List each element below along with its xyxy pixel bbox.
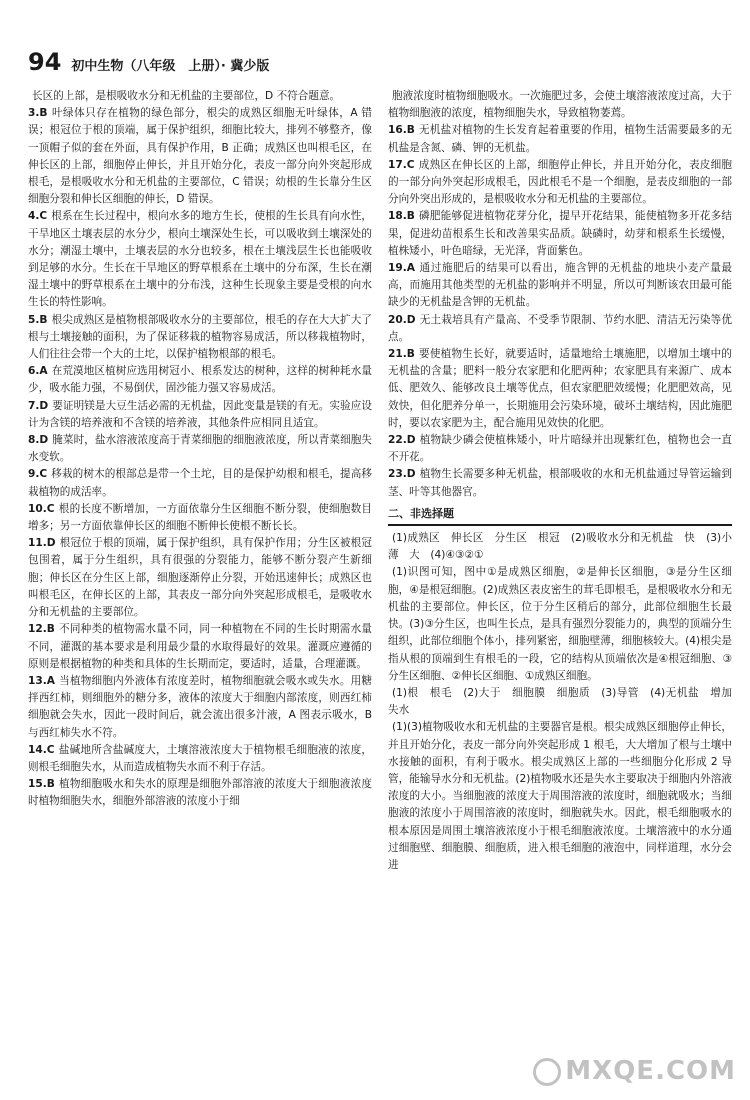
answer-item [28, 105, 372, 208]
book-title: 初中生物（八年级 上册）· 冀少版 [71, 59, 270, 74]
item-text: 叶绿体只存在植物的绿色部分，根尖的成熟区细胞无叶绿体，A 错误；根冠位于根的顶端，属于保护组织，细胞比较大，排列不够整齐，像一顶帽子似的套在外面，具有保护作用，B 正确；成熟区也叫根毛区，在伸长区的上部，细胞停止伸长，并且开始分化，表皮一部分向外突起形成根毛，是根吸收水分和无机盐的主要部位，C 错误；幼根的生长靠分生区细胞分裂和伸长区细胞的伸长，D 错误。 [28, 107, 372, 206]
item-label: 10.C [28, 502, 55, 515]
item-text: 当植物细胞内外液体有浓度差时，植物细胞就会吸水或失水。用糖拌西红柿，则细胞外的糖分多，液体的浓度大于细胞内部浓度，则西红柿细胞就会失水，因此一段时间后，就会流出很多汁液，A 图表示吸水，B 与西红柿失水不符。 [28, 674, 372, 739]
section-title: 二、非选择题 [388, 505, 732, 526]
item-text: 腌菜时，盐水溶液浓度高于青菜细胞的细胞液浓度，所以青菜细胞失水变软。 [28, 434, 372, 464]
item-label: 23.D [388, 468, 416, 481]
item-text: 植物细胞吸水和失水的原理是细胞外部溶液的浓度大于细胞液浓度时植物细胞失水，细胞外部溶液的浓度小于细 [28, 778, 372, 808]
item-text: 要使植物生长好，就要适时，适量地给土壤施肥，以增加土壤中的无机盐的含量；肥料一般分农家肥和化肥两种；农家肥具有来源广、成本低、肥效久、能够改良土壤等优点，但农家肥肥效缓慢；化肥肥效高，见效快，但化肥养分单一，长期施用会污染环境，破坏土壤结构，因此施肥时，要以农家肥为主，配合施用见效快的化肥。 [388, 348, 732, 429]
right-column [388, 88, 743, 1088]
answer-item [28, 535, 372, 621]
item-label: 9.C [28, 468, 48, 481]
item-text: 要证明镁是大豆生活必需的无机盐，因此变量是镁的有无。实验应设计为含镁的培养液和不含镁的培养液，其他条件应相同且适宜。 [28, 399, 372, 429]
answer-item [388, 312, 732, 346]
item-label: 8.D [28, 434, 49, 447]
answer-item [388, 432, 732, 466]
item-label: 20.D [388, 313, 416, 326]
answer-item [28, 466, 372, 500]
answer-item [28, 398, 372, 432]
item-text: (1)识图可知，图中①是成熟区细胞，②是伸长区细胞，③是分生区细胞，④是根冠细胞。(2)成熟区表皮密生的茸毛即根毛，是根吸收水分和无机盐的主要部位。伸长区，位于分生区稍后的部分，此部位细胞生长最快。(3)③分生区，也叫生长点，是具有强烈分裂能力的，典型的顶端分生组织，此部位细胞个体小，排列紧密，细胞壁薄，细胞核较大。(4)根尖是指从根的顶端到生有根毛的一段，它的结构从顶端依次是④根冠细胞、③分生区细胞、②伸长区细胞、①成熟区细胞。 [388, 566, 732, 682]
item-text: (1)成熟区 伸长区 分生区 根冠 (2)吸收水分和无机盐 快 (3)小 薄 大 (4)④③②① [388, 532, 743, 562]
left-column [28, 88, 372, 1088]
item-text: (1)根 根毛 (2)大于 细胞膜 细胞质 (3)导管 (4)无机盐 增加 失水 [388, 686, 743, 717]
answer-item [388, 260, 732, 312]
item-text: 根冠位于根的顶端，属于保护组织，具有保护作用；分生区被根冠包围着，属于分生组织，具有很强的分裂能力，能够不断分裂产生新细胞；伸长区在分生区上部，细胞逐渐停止分裂，开始迅速伸长；成熟区也叫根毛区，在伸长区的上部，其表皮一部分向外突起形成根毛，是吸收水分和无机盐的主要部位。 [28, 537, 372, 619]
item-label: 21.B [388, 348, 415, 361]
answer-item [388, 719, 732, 874]
answer-item [28, 432, 372, 466]
answer-item [28, 673, 372, 742]
answer-item [388, 530, 743, 564]
item-label: 12.B [28, 623, 55, 636]
answer-item [28, 88, 372, 105]
answer-item [388, 157, 732, 209]
item-text: 磷肥能够促进植物花芽分化，提早开花结果，能使植物多开花多结果，促进幼苗根系生长和改善果实品质。缺磷时，幼芽和根系生长缓慢，植株矮小，叶色暗绿，无光泽，背面紫色。 [388, 210, 732, 257]
answer-item [388, 685, 743, 719]
item-label: 17.C [388, 158, 415, 171]
item-label: 19.A [388, 262, 415, 275]
item-label: 5.B [28, 313, 48, 326]
item-text: 成熟区在伸长区的上部，细胞停止伸长，并且开始分化，表皮细胞的一部分向外突起形成根毛，因此根毛不是一个细胞，是表皮细胞的一部分向外突出形成的，是根吸收水分和无机盐的主要部位。 [388, 158, 732, 206]
item-text: 盐碱地所含盐碱度大，土壤溶液浓度大于植物根毛细胞液的浓度，则根毛细胞失水，从而造成植物失水而不利于存活。 [28, 743, 372, 773]
answer-item [28, 776, 372, 810]
answer-item [388, 346, 732, 432]
item-label: 15.B [28, 778, 55, 791]
answer-item [28, 312, 372, 364]
item-text: 植物缺少磷会使植株矮小，叶片暗绿并出现紫红色，植物也会一直不开花。 [388, 434, 732, 464]
page-number: 94 [28, 48, 62, 76]
item-text: 不同种类的植物需水量不同，同一种植物在不同的生长时期需水量不同，灌溉的基本要求是利用最少量的水取得最好的效果。灌溉应遵循的原则是根据植物的种类和具体的生长期而定，要适时，适量，合理灌溉。 [28, 623, 372, 670]
item-text: 根系在生长过程中，根向水多的地方生长，使根的生长具有向水性，干旱地区土壤表层的水分少，根向土壤深处生长，可以吸收到土壤深处的水分；潮湿土壤中，土壤表层的水分也较多，根在土壤浅层生长也能吸收到足够的水分。生长在干旱地区的野草根系在土壤中的分布深，生长在潮湿土壤中的野草根系在土壤中的分布浅，这种生长现象主要是受根的向水生长的特性影响。 [28, 210, 372, 309]
watermark-text: MXQE.COM [565, 1056, 736, 1086]
item-label: 22.D [388, 434, 416, 447]
content-columns [28, 88, 743, 1088]
item-text: 植物生长需要多种无机盐，根部吸收的水和无机盐通过导管运输到茎、叶等其他器官。 [388, 468, 732, 498]
answer-item [28, 363, 372, 397]
answer-item [28, 501, 372, 535]
watermark-logo-icon [533, 1058, 561, 1086]
answer-item [388, 122, 732, 156]
item-text: 在荒漠地区植树应选用树冠小、根系发达的树种，这样的树种耗水量少，吸水能力强，不易倒伏，固沙能力强又容易成活。 [28, 365, 372, 395]
item-text: 无机盐对植物的生长发育起着重要的作用，植物生活需要最多的无机盐是含氮、磷、钾的无机盐。 [388, 124, 732, 154]
answer-item [388, 466, 732, 500]
watermark [533, 1056, 736, 1086]
item-text: 移栽的树木的根部总是带一个土坨，目的是保护幼根和根毛，提高移栽植物的成活率。 [28, 468, 372, 498]
item-text: 无土栽培具有产量高、不受季节限制、节约水肥、清洁无污染等优点。 [388, 313, 732, 343]
item-label: 3.B [28, 107, 48, 120]
item-text: 根的长度不断增加，一方面依靠分生区细胞不断分裂，使细胞数目增多；另一方面依靠伸长区的细胞不断伸长使根不断长长。 [28, 502, 372, 533]
answer-item [28, 621, 372, 673]
item-text: 根尖成熟区是植物根部吸收水分的主要部位，根毛的存在大大扩大了根与土壤接触的面积，为了保证移栽的植物容易成活，所以移栽植物时，人们往往会带一个大的土坨，以保护植物根部的根毛。 [28, 313, 372, 361]
item-label: 11.D [28, 537, 56, 550]
item-label: 16.B [388, 124, 415, 137]
item-label: 4.C [28, 210, 48, 223]
item-text: 通过施肥后的结果可以看出，施含钾的无机盐的地块小麦产量最高，而施用其他类型的无机盐的影响并不明显，所以可判断该农田最可能缺少的无机盐是含钾的无机盐。 [388, 262, 732, 309]
item-label: 7.D [28, 399, 49, 412]
item-text: (1)(3)植物吸收水和无机盐的主要器官是根。根尖成熟区细胞停止伸长，并且开始分化，表皮一部分向外突起形成 1 根毛，大大增加了根与土壤中水接触的面积，有利于吸水。根尖成熟区上部的一些细胞分化形成 2 导管，能输导水分和无机盐。(2)植物吸水还是失水主要取决于细胞内外溶液浓度的大小。当细胞液的浓度大于周围溶液的浓度时，细胞就吸水；当细胞液的浓度小于周围溶液的浓度时，细胞就失水。因此，根毛细胞吸水的根本原因是周围土壤溶液浓度小于根毛细胞液浓度。土壤溶液中的水分通过细胞壁、细胞膜、细胞质，进入根毛细胞的液泡中，同样道理，水分会进 [388, 721, 732, 871]
item-label: 14.C [28, 743, 55, 756]
item-label: 13.A [28, 674, 55, 687]
answer-item [388, 208, 732, 260]
item-text: 胞液浓度时植物细胞吸水。一次施肥过多，会使土壤溶液浓度过高，大于植物细胞液的浓度，植物细胞失水，导致植物萎蔫。 [388, 90, 732, 120]
answer-item [28, 742, 372, 776]
item-text: 长区的上部，是根吸收水分和无机盐的主要部位，D 不符合题意。 [32, 90, 341, 102]
answer-item [388, 88, 732, 122]
item-label: 18.B [388, 210, 415, 223]
item-label: 6.A [28, 365, 48, 378]
answer-item [28, 208, 372, 311]
answer-item [388, 564, 732, 684]
page-header [28, 48, 269, 78]
